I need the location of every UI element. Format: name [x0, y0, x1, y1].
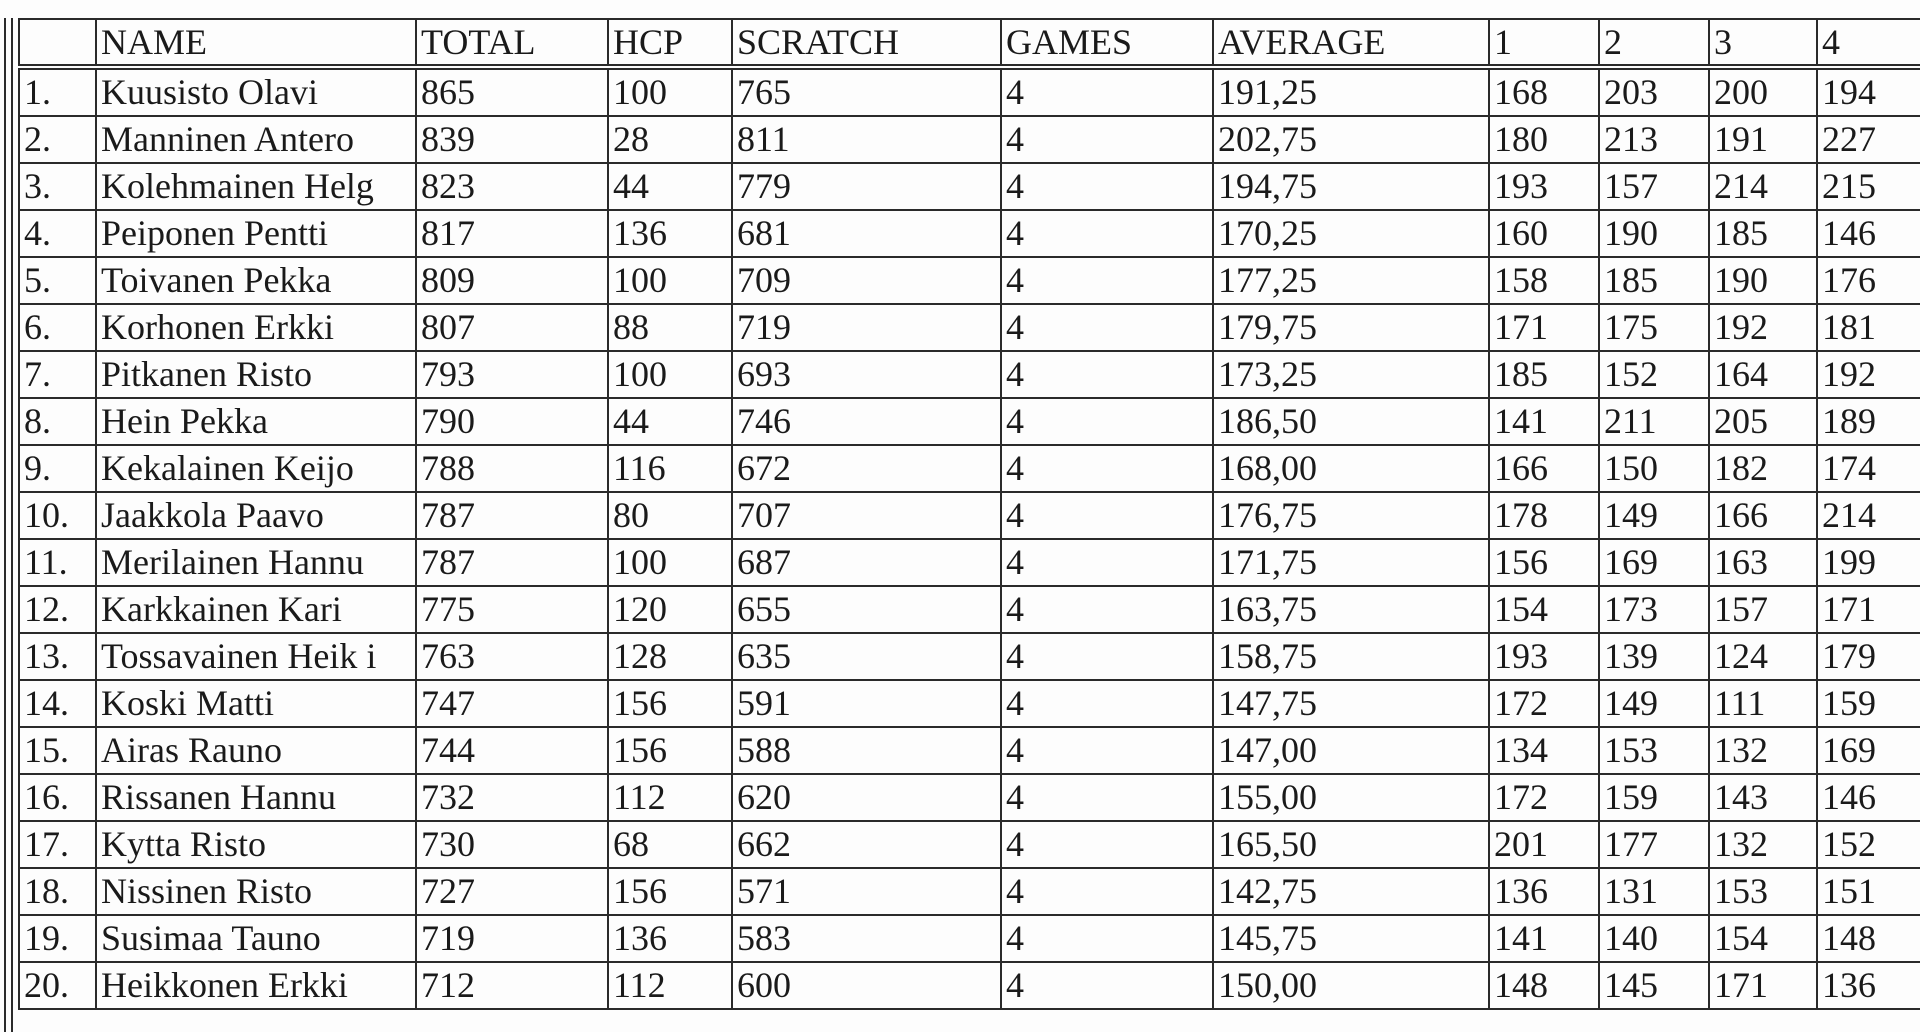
name-cell: Rissanen Hannu [96, 774, 416, 821]
game-3-cell: 200 [1709, 67, 1817, 116]
header-game-2: 2 [1599, 19, 1709, 67]
margin-rule [11, 18, 13, 1032]
game-1-cell: 193 [1489, 633, 1599, 680]
header-total: TOTAL [416, 19, 608, 67]
total-cell: 719 [416, 915, 608, 962]
games-cell: 4 [1001, 539, 1213, 586]
scratch-cell: 591 [732, 680, 1001, 727]
average-cell: 194,75 [1213, 163, 1489, 210]
average-cell: 158,75 [1213, 633, 1489, 680]
game-4-cell: 159 [1817, 680, 1920, 727]
name-cell: Heikkonen Erkki [96, 962, 416, 1009]
game-1-cell: 148 [1489, 962, 1599, 1009]
games-cell: 4 [1001, 774, 1213, 821]
game-2-cell: 159 [1599, 774, 1709, 821]
name-cell: Koski Matti [96, 680, 416, 727]
rank-cell: 6. [19, 304, 96, 351]
game-4-cell: 171 [1817, 586, 1920, 633]
average-cell: 191,25 [1213, 67, 1489, 116]
average-cell: 179,75 [1213, 304, 1489, 351]
header-scratch: SCRATCH [732, 19, 1001, 67]
game-4-cell: 189 [1817, 398, 1920, 445]
name-cell: Karkkainen Kari [96, 586, 416, 633]
game-4-cell: 146 [1817, 774, 1920, 821]
header-average: AVERAGE [1213, 19, 1489, 67]
game-3-cell: 214 [1709, 163, 1817, 210]
total-cell: 787 [416, 539, 608, 586]
game-3-cell: 171 [1709, 962, 1817, 1009]
game-3-cell: 124 [1709, 633, 1817, 680]
game-1-cell: 160 [1489, 210, 1599, 257]
game-4-cell: 174 [1817, 445, 1920, 492]
game-2-cell: 213 [1599, 116, 1709, 163]
rank-cell: 14. [19, 680, 96, 727]
scratch-cell: 655 [732, 586, 1001, 633]
games-cell: 4 [1001, 67, 1213, 116]
hcp-cell: 156 [608, 868, 732, 915]
game-4-cell: 179 [1817, 633, 1920, 680]
rank-cell: 16. [19, 774, 96, 821]
name-cell: Susimaa Tauno [96, 915, 416, 962]
game-2-cell: 149 [1599, 492, 1709, 539]
games-cell: 4 [1001, 116, 1213, 163]
game-1-cell: 193 [1489, 163, 1599, 210]
scratch-cell: 620 [732, 774, 1001, 821]
games-cell: 4 [1001, 962, 1213, 1009]
average-cell: 163,75 [1213, 586, 1489, 633]
scratch-cell: 693 [732, 351, 1001, 398]
rank-cell: 10. [19, 492, 96, 539]
games-cell: 4 [1001, 633, 1213, 680]
header-row [19, 19, 1920, 67]
table-row [19, 821, 1920, 868]
hcp-cell: 100 [608, 67, 732, 116]
scratch-cell: 571 [732, 868, 1001, 915]
header-rank [19, 19, 96, 67]
hcp-cell: 44 [608, 163, 732, 210]
game-1-cell: 156 [1489, 539, 1599, 586]
table-row [19, 539, 1920, 586]
name-cell: Merilainen Hannu [96, 539, 416, 586]
game-2-cell: 203 [1599, 67, 1709, 116]
table-row [19, 163, 1920, 210]
hcp-cell: 44 [608, 398, 732, 445]
game-2-cell: 145 [1599, 962, 1709, 1009]
hcp-cell: 100 [608, 351, 732, 398]
hcp-cell: 156 [608, 727, 732, 774]
rank-cell: 12. [19, 586, 96, 633]
game-3-cell: 192 [1709, 304, 1817, 351]
rank-cell: 13. [19, 633, 96, 680]
game-4-cell: 176 [1817, 257, 1920, 304]
average-cell: 168,00 [1213, 445, 1489, 492]
games-cell: 4 [1001, 680, 1213, 727]
average-cell: 147,00 [1213, 727, 1489, 774]
table-row [19, 257, 1920, 304]
total-cell: 823 [416, 163, 608, 210]
table-row [19, 633, 1920, 680]
game-3-cell: 132 [1709, 821, 1817, 868]
total-cell: 763 [416, 633, 608, 680]
total-cell: 775 [416, 586, 608, 633]
table-row [19, 67, 1920, 116]
table-row [19, 398, 1920, 445]
table-row [19, 210, 1920, 257]
game-4-cell: 151 [1817, 868, 1920, 915]
game-2-cell: 173 [1599, 586, 1709, 633]
rank-cell: 5. [19, 257, 96, 304]
scratch-cell: 672 [732, 445, 1001, 492]
scratch-cell: 600 [732, 962, 1001, 1009]
game-4-cell: 169 [1817, 727, 1920, 774]
average-cell: 170,25 [1213, 210, 1489, 257]
game-1-cell: 166 [1489, 445, 1599, 492]
games-cell: 4 [1001, 398, 1213, 445]
table-row [19, 304, 1920, 351]
total-cell: 744 [416, 727, 608, 774]
game-4-cell: 148 [1817, 915, 1920, 962]
name-cell: Manninen Antero [96, 116, 416, 163]
hcp-cell: 116 [608, 445, 732, 492]
game-1-cell: 178 [1489, 492, 1599, 539]
hcp-cell: 112 [608, 962, 732, 1009]
game-4-cell: 194 [1817, 67, 1920, 116]
game-4-cell: 181 [1817, 304, 1920, 351]
name-cell: Kolehmainen Helg [96, 163, 416, 210]
game-1-cell: 185 [1489, 351, 1599, 398]
total-cell: 790 [416, 398, 608, 445]
game-3-cell: 205 [1709, 398, 1817, 445]
average-cell: 186,50 [1213, 398, 1489, 445]
game-3-cell: 154 [1709, 915, 1817, 962]
rank-cell: 17. [19, 821, 96, 868]
rank-cell: 2. [19, 116, 96, 163]
game-2-cell: 211 [1599, 398, 1709, 445]
games-cell: 4 [1001, 257, 1213, 304]
name-cell: Hein Pekka [96, 398, 416, 445]
game-2-cell: 175 [1599, 304, 1709, 351]
game-2-cell: 139 [1599, 633, 1709, 680]
scratch-cell: 635 [732, 633, 1001, 680]
game-1-cell: 141 [1489, 915, 1599, 962]
game-3-cell: 111 [1709, 680, 1817, 727]
game-1-cell: 158 [1489, 257, 1599, 304]
game-1-cell: 154 [1489, 586, 1599, 633]
scratch-cell: 681 [732, 210, 1001, 257]
hcp-cell: 100 [608, 539, 732, 586]
table-row [19, 492, 1920, 539]
total-cell: 809 [416, 257, 608, 304]
scratch-cell: 709 [732, 257, 1001, 304]
games-cell: 4 [1001, 727, 1213, 774]
total-cell: 793 [416, 351, 608, 398]
games-cell: 4 [1001, 304, 1213, 351]
game-2-cell: 152 [1599, 351, 1709, 398]
header-game-1: 1 [1489, 19, 1599, 67]
total-cell: 747 [416, 680, 608, 727]
average-cell: 150,00 [1213, 962, 1489, 1009]
hcp-cell: 120 [608, 586, 732, 633]
total-cell: 839 [416, 116, 608, 163]
total-cell: 865 [416, 67, 608, 116]
game-3-cell: 182 [1709, 445, 1817, 492]
table-body [19, 67, 1920, 1009]
games-cell: 4 [1001, 210, 1213, 257]
game-2-cell: 153 [1599, 727, 1709, 774]
header-game-3: 3 [1709, 19, 1817, 67]
game-3-cell: 163 [1709, 539, 1817, 586]
total-cell: 817 [416, 210, 608, 257]
game-2-cell: 169 [1599, 539, 1709, 586]
hcp-cell: 136 [608, 210, 732, 257]
table-row [19, 774, 1920, 821]
average-cell: 165,50 [1213, 821, 1489, 868]
hcp-cell: 80 [608, 492, 732, 539]
game-3-cell: 191 [1709, 116, 1817, 163]
rank-cell: 8. [19, 398, 96, 445]
hcp-cell: 156 [608, 680, 732, 727]
total-cell: 727 [416, 868, 608, 915]
table-row [19, 351, 1920, 398]
scratch-cell: 707 [732, 492, 1001, 539]
scratch-cell: 779 [732, 163, 1001, 210]
game-3-cell: 157 [1709, 586, 1817, 633]
hcp-cell: 136 [608, 915, 732, 962]
header-games: GAMES [1001, 19, 1213, 67]
game-2-cell: 149 [1599, 680, 1709, 727]
table-row [19, 727, 1920, 774]
game-4-cell: 227 [1817, 116, 1920, 163]
scratch-cell: 811 [732, 116, 1001, 163]
game-3-cell: 132 [1709, 727, 1817, 774]
game-1-cell: 168 [1489, 67, 1599, 116]
games-cell: 4 [1001, 821, 1213, 868]
name-cell: Kuusisto Olavi [96, 67, 416, 116]
scratch-cell: 746 [732, 398, 1001, 445]
game-3-cell: 164 [1709, 351, 1817, 398]
hcp-cell: 128 [608, 633, 732, 680]
rank-cell: 3. [19, 163, 96, 210]
game-4-cell: 152 [1817, 821, 1920, 868]
total-cell: 730 [416, 821, 608, 868]
hcp-cell: 68 [608, 821, 732, 868]
game-4-cell: 199 [1817, 539, 1920, 586]
games-cell: 4 [1001, 868, 1213, 915]
game-1-cell: 134 [1489, 727, 1599, 774]
game-3-cell: 143 [1709, 774, 1817, 821]
game-1-cell: 141 [1489, 398, 1599, 445]
total-cell: 788 [416, 445, 608, 492]
name-cell: Kytta Risto [96, 821, 416, 868]
name-cell: Korhonen Erkki [96, 304, 416, 351]
name-cell: Airas Rauno [96, 727, 416, 774]
table-row [19, 962, 1920, 1009]
name-cell: Jaakkola Paavo [96, 492, 416, 539]
games-cell: 4 [1001, 586, 1213, 633]
game-2-cell: 185 [1599, 257, 1709, 304]
hcp-cell: 100 [608, 257, 732, 304]
game-2-cell: 157 [1599, 163, 1709, 210]
game-1-cell: 171 [1489, 304, 1599, 351]
average-cell: 177,25 [1213, 257, 1489, 304]
hcp-cell: 88 [608, 304, 732, 351]
average-cell: 171,75 [1213, 539, 1489, 586]
average-cell: 202,75 [1213, 116, 1489, 163]
name-cell: Pitkanen Risto [96, 351, 416, 398]
header-hcp: HCP [608, 19, 732, 67]
game-2-cell: 140 [1599, 915, 1709, 962]
games-cell: 4 [1001, 445, 1213, 492]
game-3-cell: 153 [1709, 868, 1817, 915]
game-1-cell: 172 [1489, 680, 1599, 727]
game-2-cell: 131 [1599, 868, 1709, 915]
scratch-cell: 687 [732, 539, 1001, 586]
game-4-cell: 214 [1817, 492, 1920, 539]
game-3-cell: 166 [1709, 492, 1817, 539]
game-3-cell: 190 [1709, 257, 1817, 304]
total-cell: 712 [416, 962, 608, 1009]
table-row [19, 116, 1920, 163]
rank-cell: 19. [19, 915, 96, 962]
table-row [19, 445, 1920, 492]
average-cell: 176,75 [1213, 492, 1489, 539]
game-4-cell: 192 [1817, 351, 1920, 398]
game-4-cell: 136 [1817, 962, 1920, 1009]
rank-cell: 4. [19, 210, 96, 257]
header-name: NAME [96, 19, 416, 67]
game-1-cell: 180 [1489, 116, 1599, 163]
hcp-cell: 28 [608, 116, 732, 163]
rank-cell: 20. [19, 962, 96, 1009]
name-cell: Nissinen Risto [96, 868, 416, 915]
game-2-cell: 190 [1599, 210, 1709, 257]
name-cell: Tossavainen Heik i [96, 633, 416, 680]
games-cell: 4 [1001, 492, 1213, 539]
header-game-4: 4 [1817, 19, 1920, 67]
hcp-cell: 112 [608, 774, 732, 821]
rank-cell: 7. [19, 351, 96, 398]
total-cell: 732 [416, 774, 608, 821]
game-4-cell: 215 [1817, 163, 1920, 210]
scratch-cell: 588 [732, 727, 1001, 774]
game-3-cell: 185 [1709, 210, 1817, 257]
game-1-cell: 201 [1489, 821, 1599, 868]
scratch-cell: 662 [732, 821, 1001, 868]
scratch-cell: 719 [732, 304, 1001, 351]
total-cell: 787 [416, 492, 608, 539]
table-row [19, 868, 1920, 915]
average-cell: 145,75 [1213, 915, 1489, 962]
game-2-cell: 150 [1599, 445, 1709, 492]
average-cell: 147,75 [1213, 680, 1489, 727]
name-cell: Peiponen Pentti [96, 210, 416, 257]
table-row [19, 680, 1920, 727]
games-cell: 4 [1001, 915, 1213, 962]
scratch-cell: 765 [732, 67, 1001, 116]
name-cell: Toivanen Pekka [96, 257, 416, 304]
game-1-cell: 136 [1489, 868, 1599, 915]
rank-cell: 9. [19, 445, 96, 492]
rank-cell: 11. [19, 539, 96, 586]
rank-cell: 15. [19, 727, 96, 774]
total-cell: 807 [416, 304, 608, 351]
table-row [19, 915, 1920, 962]
games-cell: 4 [1001, 351, 1213, 398]
game-1-cell: 172 [1489, 774, 1599, 821]
average-cell: 173,25 [1213, 351, 1489, 398]
average-cell: 142,75 [1213, 868, 1489, 915]
game-2-cell: 177 [1599, 821, 1709, 868]
scratch-cell: 583 [732, 915, 1001, 962]
name-cell: Kekalainen Keijo [96, 445, 416, 492]
average-cell: 155,00 [1213, 774, 1489, 821]
rank-cell: 18. [19, 868, 96, 915]
bowling-results-table [18, 18, 1920, 1010]
table-row [19, 586, 1920, 633]
games-cell: 4 [1001, 163, 1213, 210]
margin-rule [4, 18, 6, 1032]
game-4-cell: 146 [1817, 210, 1920, 257]
rank-cell: 1. [19, 67, 96, 116]
